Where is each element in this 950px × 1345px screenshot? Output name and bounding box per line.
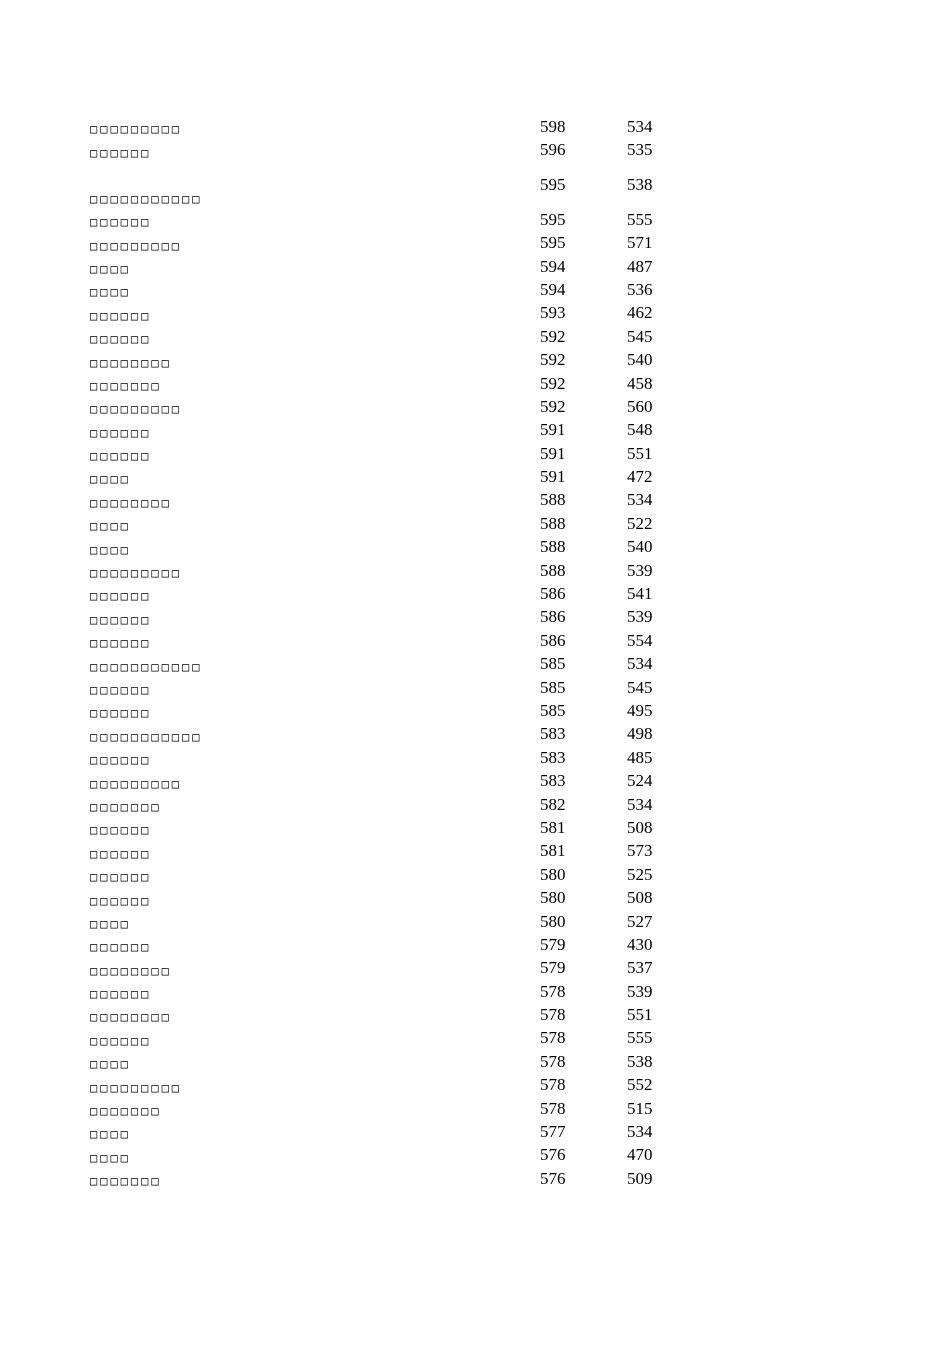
- row-value-2: 552: [627, 1075, 653, 1095]
- table-row: [90, 770, 670, 793]
- row-value-1: 595: [540, 233, 566, 253]
- row-value-2: 573: [627, 841, 653, 861]
- row-value-1: 585: [540, 700, 566, 720]
- row-value-2: 551: [627, 443, 653, 463]
- row-value-2: 551: [627, 1005, 653, 1025]
- table-row: [90, 957, 670, 980]
- row-value-2: 509: [627, 1168, 653, 1188]
- row-name: □□□□□□: [90, 425, 152, 440]
- row-name: □□□□□□□: [90, 1104, 162, 1119]
- row-value-2: 540: [627, 537, 653, 557]
- row-value-2: 487: [627, 256, 653, 276]
- row-value-2: 470: [627, 1145, 653, 1165]
- row-name: □□□□□□□: [90, 378, 162, 393]
- row-value-1: 591: [540, 467, 566, 487]
- row-value-2: 508: [627, 817, 653, 837]
- row-name: □□□□: [90, 285, 131, 300]
- row-value-2: 534: [627, 654, 653, 674]
- table-row: [90, 1004, 670, 1027]
- row-value-2: 539: [627, 607, 653, 627]
- row-name: □□□□□□: [90, 612, 152, 627]
- row-value-2: 534: [627, 490, 653, 510]
- table-row: [90, 209, 670, 232]
- row-value-1: 576: [540, 1168, 566, 1188]
- row-value-1: 581: [540, 841, 566, 861]
- table-row: [90, 1074, 670, 1097]
- table-row: [90, 419, 670, 442]
- row-value-1: 580: [540, 864, 566, 884]
- row-name: □□□□□□: [90, 870, 152, 885]
- row-name: □□□□□□: [90, 823, 152, 838]
- row-value-1: 585: [540, 654, 566, 674]
- row-value-1: 586: [540, 630, 566, 650]
- row-value-2: 462: [627, 303, 653, 323]
- score-table: [90, 116, 670, 1191]
- row-value-2: 525: [627, 864, 653, 884]
- table-row: [90, 747, 670, 770]
- row-value-2: 541: [627, 584, 653, 604]
- table-row: [90, 840, 670, 863]
- row-name: □□□□□□□□□□□: [90, 659, 203, 674]
- table-row: [90, 677, 670, 700]
- row-value-2: 534: [627, 117, 653, 136]
- row-value-2: 430: [627, 934, 653, 954]
- row-value-1: 583: [540, 747, 566, 767]
- row-value-2: 515: [627, 1098, 653, 1118]
- row-value-1: 586: [540, 607, 566, 627]
- row-name: □□□□□□: [90, 589, 152, 604]
- row-value-2: 539: [627, 560, 653, 580]
- row-name: □□□□□□: [90, 940, 152, 955]
- table-row: [90, 349, 670, 372]
- table-row: [90, 466, 670, 489]
- row-value-1: 583: [540, 724, 566, 744]
- table-row: [90, 326, 670, 349]
- row-value-1: 578: [540, 1051, 566, 1071]
- table-row: [90, 1168, 670, 1191]
- row-value-1: 579: [540, 958, 566, 978]
- table-row: [90, 723, 670, 746]
- row-name: □□□□□□□□□: [90, 238, 183, 253]
- row-value-2: 545: [627, 677, 653, 697]
- table-row: [90, 817, 670, 840]
- row-value-2: 524: [627, 771, 653, 791]
- table-row: [90, 279, 670, 302]
- row-name: □□□□□□□□: [90, 963, 172, 978]
- row-value-1: 576: [540, 1145, 566, 1165]
- row-value-1: 592: [540, 326, 566, 346]
- row-value-1: 578: [540, 1028, 566, 1048]
- table-row: [90, 373, 670, 396]
- row-value-2: 540: [627, 350, 653, 370]
- table-row: [90, 536, 670, 559]
- table-row: [90, 116, 670, 139]
- table-row: [90, 1144, 670, 1167]
- row-value-1: 588: [540, 490, 566, 510]
- row-value-2: 522: [627, 513, 653, 533]
- row-name: □□□□: [90, 1057, 131, 1072]
- row-value-1: 595: [540, 209, 566, 229]
- row-name: □□□□: [90, 1127, 131, 1142]
- row-value-2: 571: [627, 233, 653, 253]
- row-value-2: 545: [627, 326, 653, 346]
- table-row: [90, 163, 670, 209]
- row-name: □□□□: [90, 519, 131, 534]
- row-value-2: 534: [627, 1122, 653, 1142]
- table-row: [90, 887, 670, 910]
- row-name: □□□□□□: [90, 893, 152, 908]
- row-value-1: 592: [540, 373, 566, 393]
- row-name: □□□□: [90, 542, 131, 557]
- row-value-1: 578: [540, 1075, 566, 1095]
- row-value-1: 592: [540, 350, 566, 370]
- row-value-1: 594: [540, 256, 566, 276]
- table-row: [90, 700, 670, 723]
- row-value-1: 582: [540, 794, 566, 814]
- table-row: [90, 139, 670, 162]
- row-value-1: 578: [540, 981, 566, 1001]
- row-value-2: 554: [627, 630, 653, 650]
- table-row: [90, 606, 670, 629]
- row-value-1: 581: [540, 817, 566, 837]
- table-row: [90, 1098, 670, 1121]
- row-value-2: 535: [627, 140, 653, 160]
- row-value-2: 548: [627, 420, 653, 440]
- row-name: □□□□□□□□□□□: [90, 729, 203, 744]
- row-name: □□□□□□□□□□□: [90, 191, 203, 206]
- row-name: □□□□□□□□□: [90, 776, 183, 791]
- row-value-1: 595: [540, 174, 566, 194]
- row-value-1: 580: [540, 888, 566, 908]
- row-value-1: 578: [540, 1005, 566, 1025]
- row-name: □□□□□□: [90, 449, 152, 464]
- row-value-1: 593: [540, 303, 566, 323]
- row-value-2: 536: [627, 279, 653, 299]
- row-value-1: 591: [540, 443, 566, 463]
- table-row: [90, 1027, 670, 1050]
- table-row: [90, 256, 670, 279]
- table-row: [90, 513, 670, 536]
- row-value-1: 580: [540, 911, 566, 931]
- table-row: [90, 232, 670, 255]
- table-row: [90, 864, 670, 887]
- table-row: [90, 1051, 670, 1074]
- row-value-1: 592: [540, 396, 566, 416]
- row-value-1: 586: [540, 584, 566, 604]
- row-name: □□□□□□: [90, 636, 152, 651]
- row-value-2: 560: [627, 396, 653, 416]
- row-value-2: 539: [627, 981, 653, 1001]
- row-name: □□□□: [90, 472, 131, 487]
- row-name: □□□□□□□□□: [90, 402, 183, 417]
- table-row: [90, 630, 670, 653]
- row-name: □□□□: [90, 916, 131, 931]
- row-name: □□□□□□: [90, 145, 152, 160]
- row-name: □□□□□□: [90, 308, 152, 323]
- row-name: □□□□: [90, 261, 131, 276]
- table-row: [90, 302, 670, 325]
- row-name: □□□□□□: [90, 215, 152, 230]
- row-name: □□□□□□□□□: [90, 1080, 183, 1095]
- row-value-2: 498: [627, 724, 653, 744]
- table-row: [90, 911, 670, 934]
- table-row: [90, 583, 670, 606]
- row-value-2: 537: [627, 958, 653, 978]
- row-name: □□□□□□□□□: [90, 566, 183, 581]
- row-value-1: 588: [540, 560, 566, 580]
- row-value-1: 585: [540, 677, 566, 697]
- table-row: [90, 794, 670, 817]
- row-name: □□□□□□□: [90, 799, 162, 814]
- row-name: □□□□□□: [90, 682, 152, 697]
- row-value-2: 472: [627, 467, 653, 487]
- row-name: □□□□: [90, 1150, 131, 1165]
- table-row: [90, 560, 670, 583]
- table-row: [90, 443, 670, 466]
- row-value-1: 588: [540, 513, 566, 533]
- table-row: [90, 396, 670, 419]
- row-name: □□□□□□: [90, 846, 152, 861]
- table-row: [90, 489, 670, 512]
- row-value-2: 555: [627, 209, 653, 229]
- row-name: □□□□□□: [90, 332, 152, 347]
- row-value-1: 578: [540, 1098, 566, 1118]
- row-name: □□□□□□: [90, 706, 152, 721]
- row-name: □□□□□□□□□: [90, 122, 183, 137]
- row-value-1: 591: [540, 420, 566, 440]
- table-row: [90, 653, 670, 676]
- row-name: □□□□□□□□: [90, 355, 172, 370]
- table-row: [90, 981, 670, 1004]
- row-value-2: 485: [627, 747, 653, 767]
- row-value-2: 534: [627, 794, 653, 814]
- row-name: □□□□□□: [90, 987, 152, 1002]
- table-row: [90, 934, 670, 957]
- row-value-1: 594: [540, 279, 566, 299]
- row-value-2: 527: [627, 911, 653, 931]
- row-name: □□□□□□□□: [90, 1010, 172, 1025]
- row-name: □□□□□□□: [90, 1174, 162, 1189]
- row-value-1: 596: [540, 140, 566, 160]
- row-value-2: 538: [627, 1051, 653, 1071]
- row-value-2: 555: [627, 1028, 653, 1048]
- row-value-1: 583: [540, 771, 566, 791]
- row-name: □□□□□□: [90, 753, 152, 768]
- row-name: □□□□□□: [90, 1033, 152, 1048]
- row-value-1: 577: [540, 1122, 566, 1142]
- row-value-1: 598: [540, 117, 566, 136]
- table-row: [90, 1121, 670, 1144]
- row-name: □□□□□□□□: [90, 495, 172, 510]
- row-value-1: 579: [540, 934, 566, 954]
- row-value-2: 538: [627, 174, 653, 194]
- row-value-2: 458: [627, 373, 653, 393]
- row-value-2: 495: [627, 700, 653, 720]
- row-value-2: 508: [627, 888, 653, 908]
- row-value-1: 588: [540, 537, 566, 557]
